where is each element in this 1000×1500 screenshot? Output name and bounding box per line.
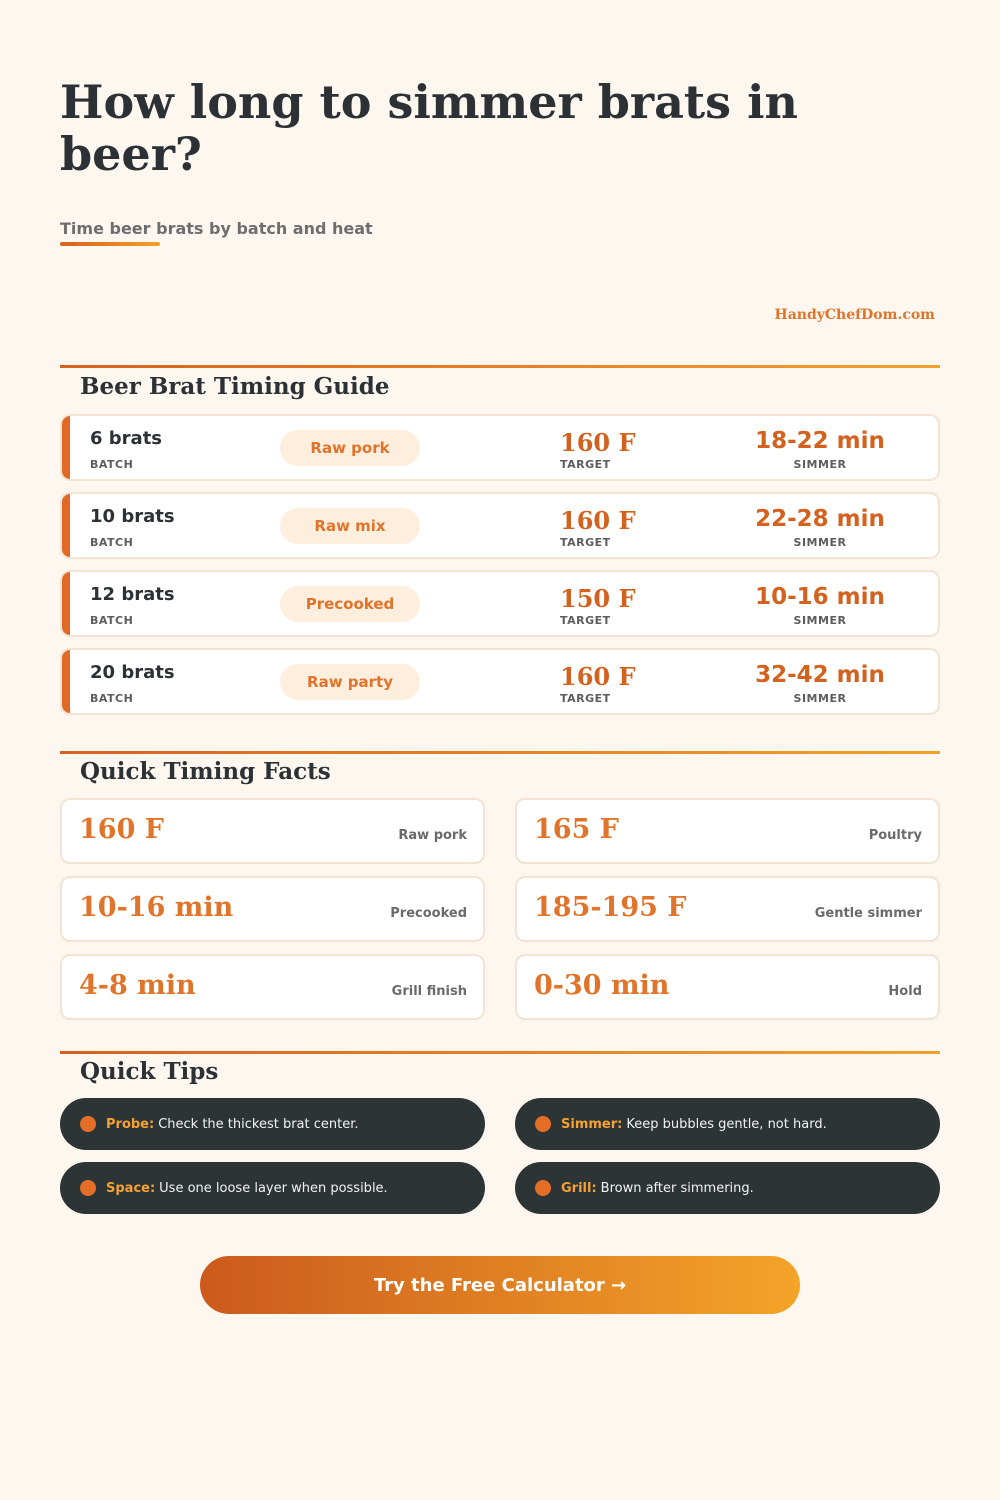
batch-value: 10 brats xyxy=(90,506,175,527)
fact-label: Raw pork xyxy=(398,828,467,843)
row-accent-bar xyxy=(62,572,70,635)
timing-row xyxy=(60,648,940,715)
calculator-cta-button[interactable]: Try the Free Calculator → xyxy=(200,1256,800,1314)
tip-pill xyxy=(60,1098,485,1150)
type-pill: Raw pork xyxy=(280,430,420,466)
target-value: 160 F xyxy=(560,662,636,691)
target-label: TARGET xyxy=(560,458,611,471)
simmer-value: 22-28 min xyxy=(755,506,885,532)
target-label: TARGET xyxy=(560,536,611,549)
fact-card xyxy=(60,876,485,942)
batch-label: BATCH xyxy=(90,692,134,705)
section-divider xyxy=(60,1051,940,1054)
simmer-label: SIMMER xyxy=(793,536,847,549)
tip-pill xyxy=(515,1098,940,1150)
page-subtitle: Time beer brats by batch and heat xyxy=(60,219,373,238)
row-accent-bar xyxy=(62,416,70,479)
target-label: TARGET xyxy=(560,692,611,705)
subtitle-underline xyxy=(60,242,160,246)
fact-label: Poultry xyxy=(868,828,922,843)
bullet-dot-icon xyxy=(535,1180,551,1196)
fact-value: 185-195 F xyxy=(534,892,687,923)
batch-label: BATCH xyxy=(90,458,134,471)
simmer-value: 10-16 min xyxy=(755,584,885,610)
batch-value: 20 brats xyxy=(90,662,175,683)
tip-pill xyxy=(60,1162,485,1214)
target-value: 160 F xyxy=(560,428,636,457)
fact-value: 165 F xyxy=(534,814,619,845)
row-accent-bar xyxy=(62,650,70,713)
fact-card xyxy=(515,798,940,864)
section-divider xyxy=(60,365,940,368)
target-label: TARGET xyxy=(560,614,611,627)
target-value: 150 F xyxy=(560,584,636,613)
batch-label: BATCH xyxy=(90,614,134,627)
page-title: How long to simmer brats in beer? xyxy=(60,75,798,181)
fact-card xyxy=(515,876,940,942)
batch-label: BATCH xyxy=(90,536,134,549)
fact-card xyxy=(60,954,485,1020)
brand-link[interactable]: HandyChefDom.com xyxy=(774,307,935,323)
fact-card xyxy=(515,954,940,1020)
tip-key: Grill: xyxy=(561,1180,597,1196)
bullet-dot-icon xyxy=(535,1116,551,1132)
simmer-value: 32-42 min xyxy=(755,662,885,688)
tip-key: Simmer: xyxy=(561,1116,623,1132)
batch-value: 12 brats xyxy=(90,584,175,605)
simmer-label: SIMMER xyxy=(793,458,847,471)
tip-text: Use one loose layer when possible. xyxy=(159,1180,388,1196)
tip-text: Brown after simmering. xyxy=(600,1180,754,1196)
type-pill: Raw party xyxy=(280,664,420,700)
timing-row xyxy=(60,492,940,559)
simmer-value: 18-22 min xyxy=(755,428,885,454)
simmer-label: SIMMER xyxy=(793,614,847,627)
section-title-facts: Quick Timing Facts xyxy=(80,758,331,785)
batch-value: 6 brats xyxy=(90,428,163,449)
type-pill: Precooked xyxy=(280,586,420,622)
fact-label: Precooked xyxy=(390,906,467,921)
tip-key: Probe: xyxy=(106,1116,155,1132)
simmer-label: SIMMER xyxy=(793,692,847,705)
bullet-dot-icon xyxy=(80,1180,96,1196)
row-accent-bar xyxy=(62,494,70,557)
bullet-dot-icon xyxy=(80,1116,96,1132)
target-value: 160 F xyxy=(560,506,636,535)
section-title-timing: Beer Brat Timing Guide xyxy=(80,373,390,400)
timing-row xyxy=(60,414,940,481)
timing-row xyxy=(60,570,940,637)
fact-label: Grill finish xyxy=(391,984,467,999)
type-pill: Raw mix xyxy=(280,508,420,544)
tip-text: Check the thickest brat center. xyxy=(158,1116,359,1132)
tip-pill xyxy=(515,1162,940,1214)
fact-label: Gentle simmer xyxy=(814,906,922,921)
tip-text: Keep bubbles gentle, not hard. xyxy=(626,1116,827,1132)
section-divider xyxy=(60,751,940,754)
fact-value: 10-16 min xyxy=(79,892,234,923)
fact-value: 4-8 min xyxy=(79,970,196,1001)
fact-value: 160 F xyxy=(79,814,164,845)
fact-label: Hold xyxy=(888,984,922,999)
fact-card xyxy=(60,798,485,864)
fact-value: 0-30 min xyxy=(534,970,670,1001)
section-title-tips: Quick Tips xyxy=(80,1058,219,1085)
tip-key: Space: xyxy=(106,1180,156,1196)
